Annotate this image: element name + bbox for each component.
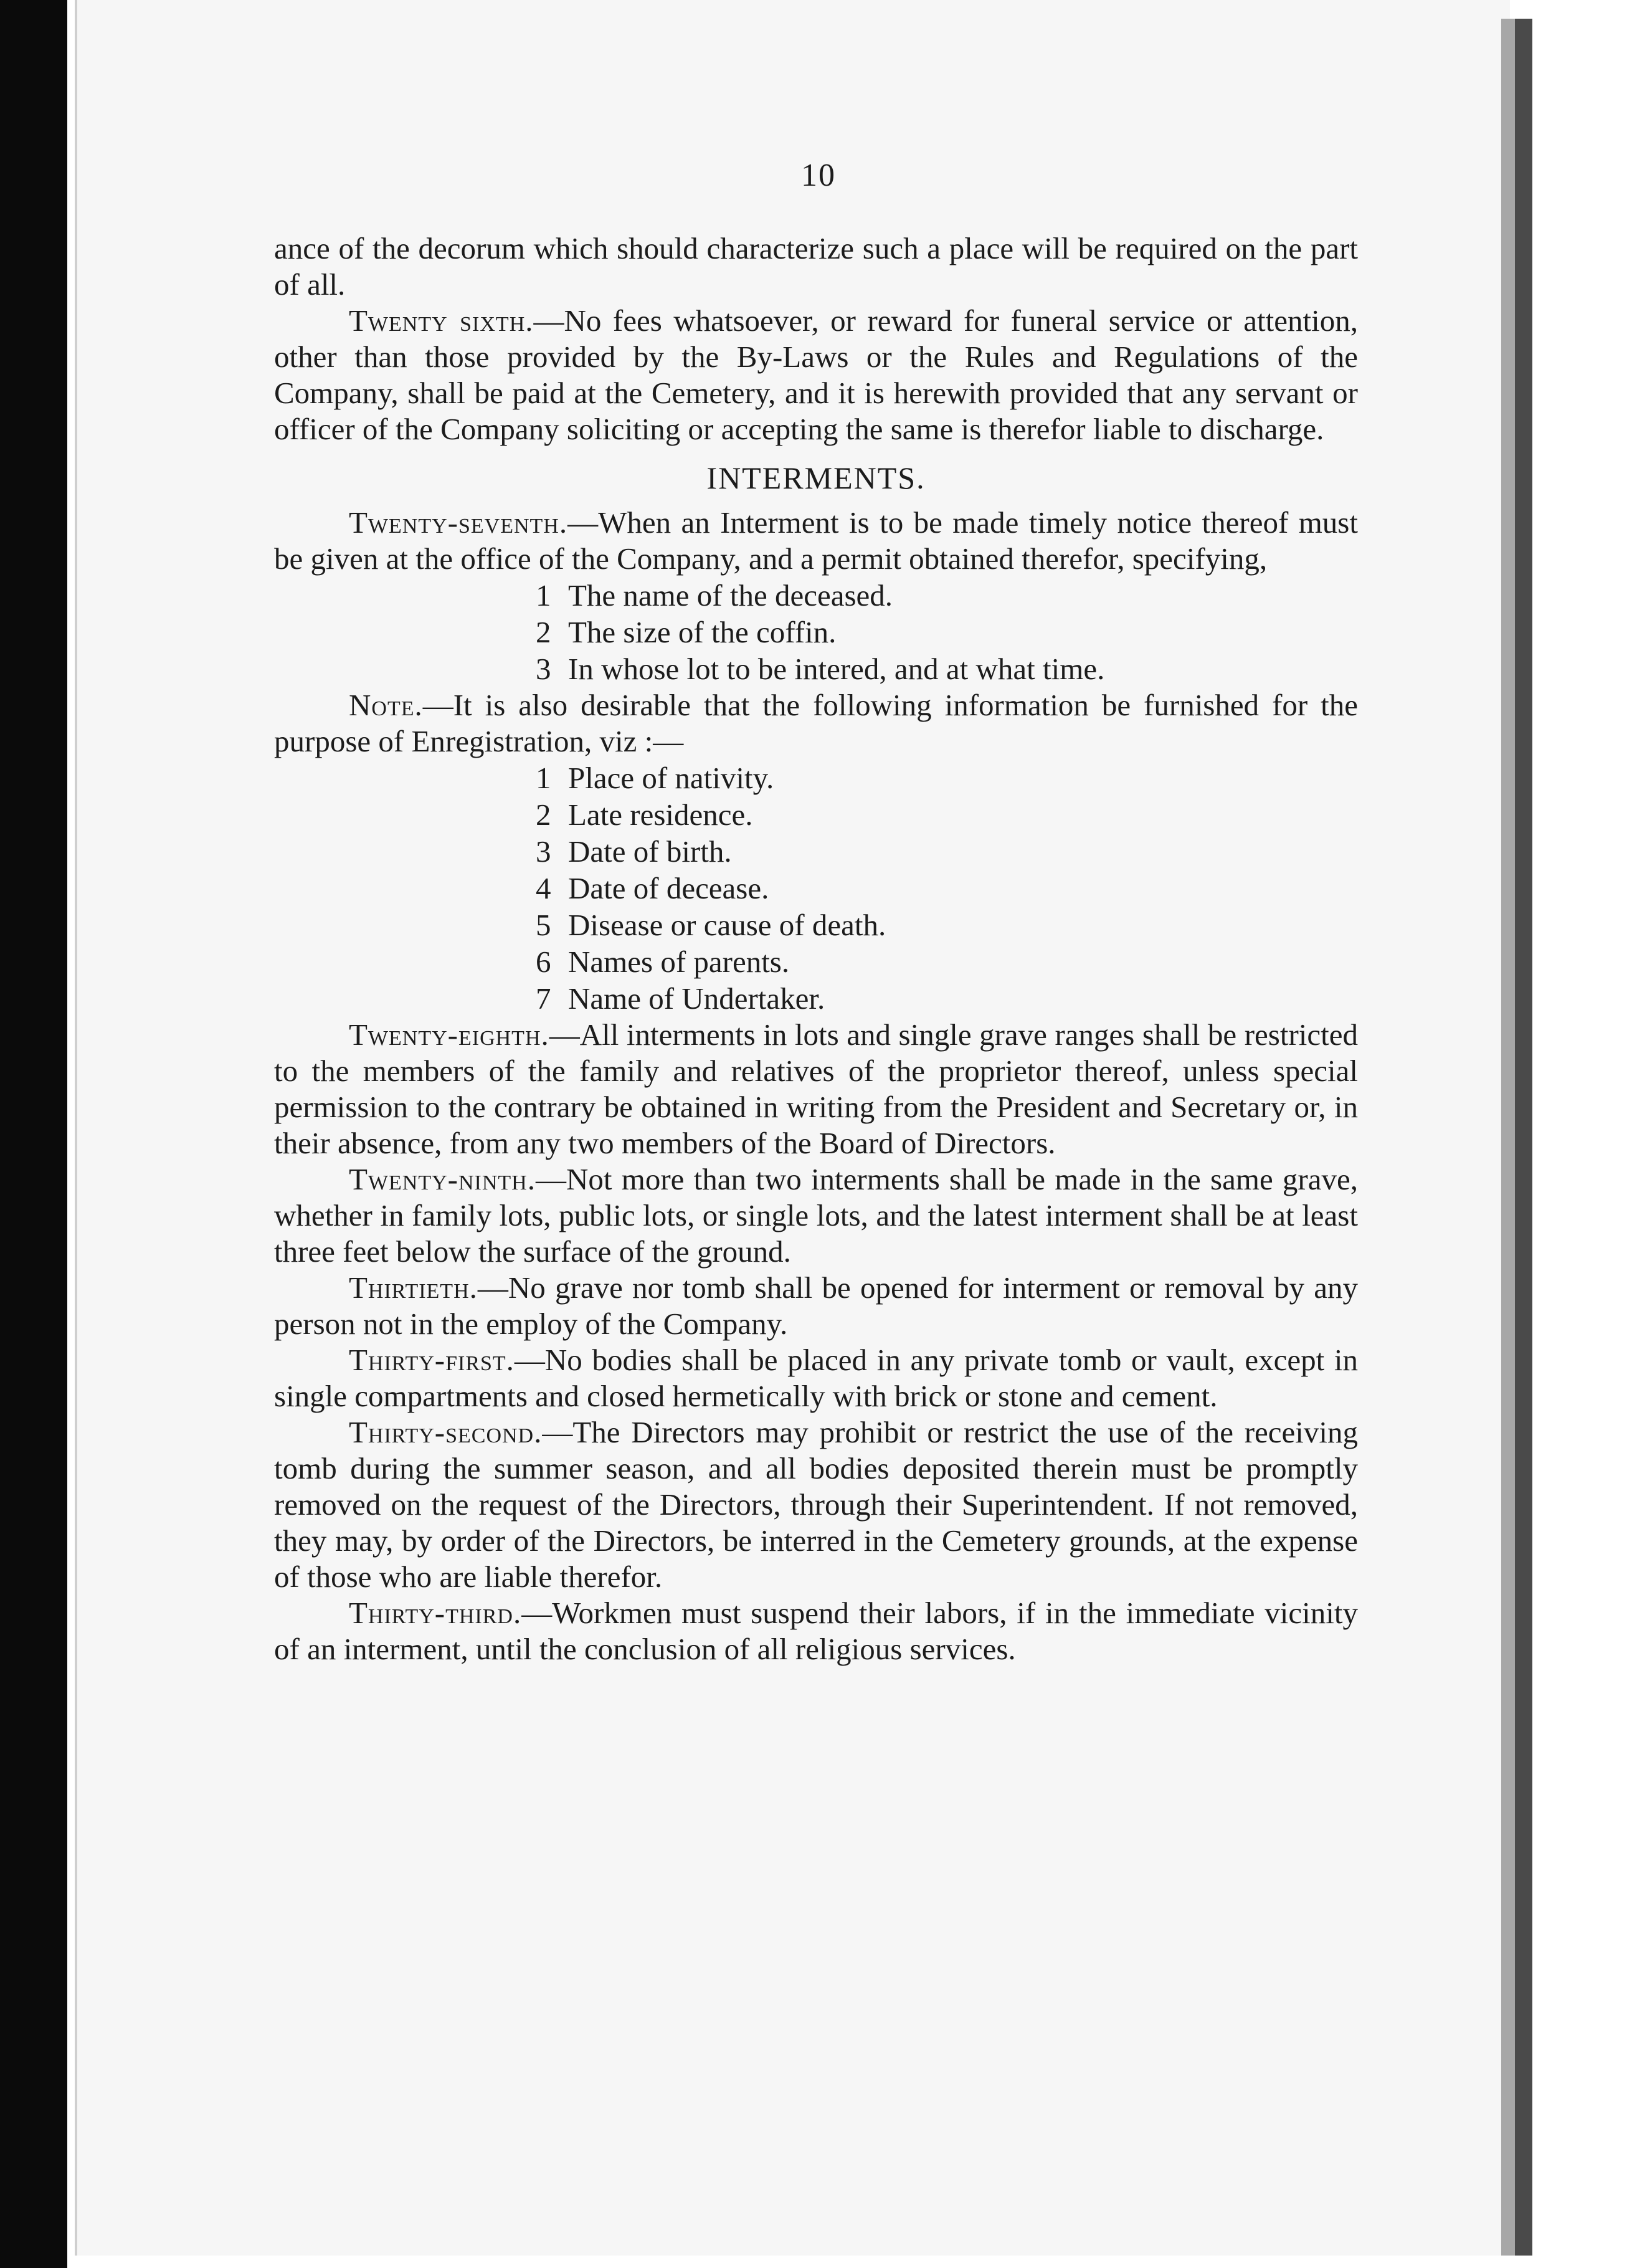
page-number: 10: [801, 158, 836, 193]
list-number: 1: [536, 578, 551, 612]
list-item: [536, 980, 1358, 1017]
list-text: The name of the deceased.: [568, 578, 893, 612]
rule-text: —No bodies shall be placed in any private tomb or vault, except in single compartments and closed hermetically with brick or stone and cement.: [274, 1343, 1358, 1413]
list-text: Late residence.: [568, 798, 753, 832]
scan-right-margin: [1532, 0, 1637, 2268]
list-item: [536, 796, 1358, 833]
rule-lead: Thirty-first.: [349, 1343, 515, 1377]
paragraph-continuation: ance of the decorum which should characterize such a place will be required on the part of all.: [274, 231, 1358, 302]
list-item: [536, 614, 1358, 650]
list-number: 2: [536, 615, 551, 649]
list-number: 5: [536, 908, 551, 942]
rule-lead: Twenty-ninth.: [349, 1162, 536, 1196]
rule-text: —No fees whatsoever, or reward for funeral service or attention, other than those provided by the By-Laws or the Rules and Regulations of the Company, shall be paid at the Cemetery, and it is herewith provided that any servant or officer of the Company soliciting or accepting the same is therefor liable to discharge.: [274, 303, 1359, 446]
rule-text: —All interments in lots and single grave ranges shall be restricted to the members of the family and relatives of the proprietor thereof, unless special permission to the contrary be obtained in writing from the President and Secretary or, in their absence, from any two members of the Board of Directors.: [274, 1017, 1358, 1160]
page-edge-shadow: [1501, 19, 1515, 2256]
list-item: [536, 943, 1358, 980]
rule-twenty-eighth: [274, 1017, 1358, 1161]
list-text: Names of parents.: [568, 945, 790, 979]
list-number: 6: [536, 945, 551, 979]
rule-twenty-seventh: [274, 505, 1358, 577]
rule-lead: Twenty sixth.: [349, 303, 534, 338]
list-text: Place of nativity.: [568, 761, 774, 795]
list-item: [536, 907, 1358, 943]
list-text: Name of Undertaker.: [568, 981, 825, 1016]
list-text: Date of birth.: [568, 834, 732, 869]
scan-left-border: [0, 0, 67, 2268]
list-item: [536, 833, 1358, 870]
rule-twenty-sixth: [274, 303, 1358, 447]
rule-thirtieth: [274, 1270, 1358, 1342]
rule-twenty-ninth: [274, 1161, 1358, 1270]
scan-binding-bar: [1515, 19, 1532, 2256]
list-number: 3: [536, 652, 551, 686]
rule-lead: Twenty-seventh.: [349, 505, 568, 540]
list-number: 4: [536, 871, 551, 905]
note-lead: Note.: [349, 688, 423, 722]
list-item: [536, 577, 1358, 614]
rule-text: —When an Interment is to be made timely notice thereof must be given at the office of the Company, and a permit obtained therefor, specifying,: [274, 505, 1358, 576]
list-item: [536, 650, 1358, 687]
rule-text: —The Directors may prohibit or restrict the use of the receiving tomb during the summer season, and all bodies deposited therein must be promptly removed on the request of the Directors, through their Superintendent. If not removed, they may, by order of the Directors, be interred in the Cemetery grounds, at the expense of those who are liable therefor.: [274, 1415, 1358, 1594]
list-number: 3: [536, 834, 551, 869]
note-text: —It is also desirable that the following information be furnished for the purpose of Enregistration, viz :—: [274, 688, 1358, 758]
list-text: In whose lot to be intered, and at what time.: [568, 652, 1105, 686]
list-item: [536, 870, 1358, 907]
rule-thirty-third: [274, 1595, 1358, 1667]
registration-list: [274, 760, 1358, 1017]
list-number: 2: [536, 798, 551, 832]
list-number: 1: [536, 761, 551, 795]
rule-lead: Thirty-second.: [349, 1415, 543, 1449]
rule-lead: Thirtieth.: [349, 1270, 478, 1305]
rule-thirty-second: [274, 1414, 1358, 1595]
rule-text: —No grave nor tomb shall be opened for interment or removal by any person not in the employ of the Company.: [274, 1270, 1358, 1341]
page-body: [274, 231, 1358, 1667]
rule-lead: Thirty-third.: [349, 1596, 522, 1630]
rule-text: —Not more than two interments shall be made in the same grave, whether in family lots, public lots, or single lots, and the latest interment shall be at least three feet below the surface of the ground.: [274, 1162, 1358, 1269]
list-text: The size of the coffin.: [568, 615, 837, 649]
rule-lead: Twenty-eighth.: [349, 1017, 549, 1052]
list-text: Disease or cause of death.: [568, 908, 886, 942]
list-number: 7: [536, 981, 551, 1016]
list-item: [536, 760, 1358, 796]
rule-thirty-first: [274, 1342, 1358, 1414]
list-text: Date of decease.: [568, 871, 769, 905]
note-paragraph: [274, 687, 1358, 760]
section-heading: INTERMENTS.: [706, 460, 926, 495]
permit-list: [274, 577, 1358, 687]
rule-text: —Workmen must suspend their labors, if in the immediate vicinity of an interment, until the conclusion of all religious services.: [274, 1596, 1358, 1666]
